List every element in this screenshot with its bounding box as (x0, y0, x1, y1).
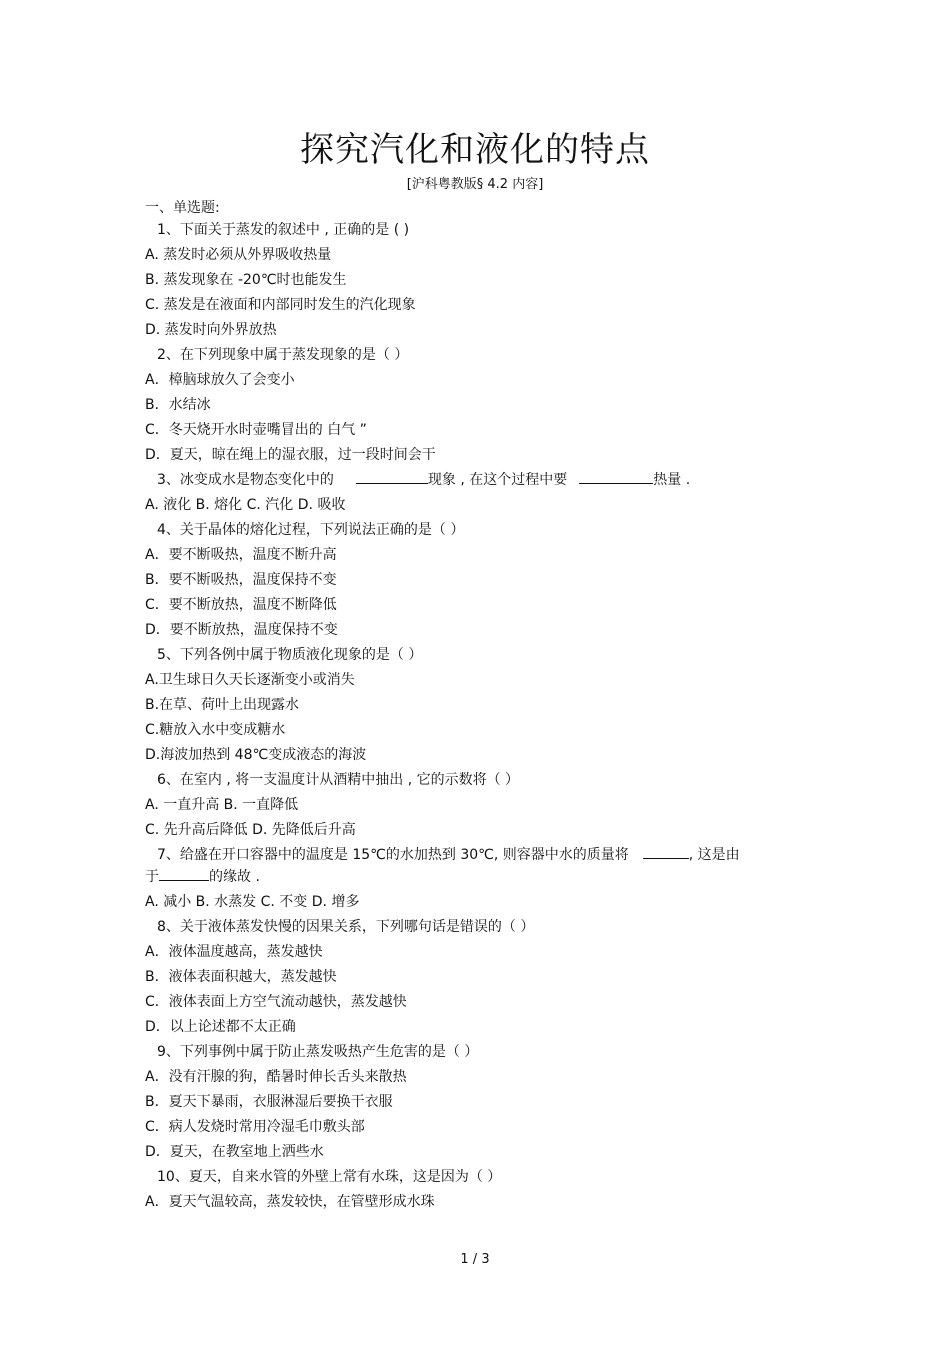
question-2-option-d: D．夏天，晾在绳上的湿衣服，过一段时间会干 (145, 447, 436, 463)
question-10-option-a: A．夏天气温较高，蒸发较快，在管壁形成水珠 (145, 1194, 435, 1210)
question-3-text-2: 现象 , 在这个过程中要 (427, 472, 568, 488)
question-4-option-b: B．要不断吸热，温度保持不变 (145, 572, 337, 588)
question-7-blank-1 (643, 844, 689, 859)
question-1-option-b: B. 蒸发现象在 -20℃时也能发生 (145, 272, 347, 288)
question-4-option-a: A．要不断吸热，温度不断升高 (145, 547, 337, 563)
question-5-option-b: B.在草、荷叶上出现露水 (145, 697, 300, 713)
question-5-option-c: C.糖放入水中变成糖水 (145, 722, 286, 738)
question-2-option-b: B．水结冰 (145, 397, 211, 413)
question-8-option-d: D．以上论述都不太正确 (145, 1019, 296, 1035)
question-9-option-c: C．病人发烧时常用冷湿毛巾敷头部 (145, 1119, 365, 1135)
question-8-option-c: C．液体表面上方空气流动越快，蒸发越快 (145, 994, 407, 1010)
question-2-stem: 2、在下列现象中属于蒸发现象的是（ ） (157, 347, 409, 363)
question-9-option-a: A．没有汗腺的狗，酷暑时伸长舌头来散热 (145, 1069, 407, 1085)
document-title: 探究汽化和液化的特点 (300, 130, 650, 170)
question-9-option-d: D．夏天，在教室地上洒些水 (145, 1144, 324, 1160)
question-7-text-3: 于 (145, 869, 159, 885)
question-4-stem: 4、关于晶体的熔化过程，下列说法正确的是（ ） (157, 522, 465, 538)
question-1-option-a: A. 蒸发时必须从外界吸收热量 (145, 247, 332, 263)
question-1-stem: 1、下面关于蒸发的叙述中 , 正确的是 ( ) (157, 222, 410, 238)
question-3-blank-2 (579, 469, 653, 484)
document-subtitle: [沪科粤教版§ 4.2 内容] (406, 177, 544, 192)
question-7-text-1: 7、给盛在开口容器中的温度是 15℃的水加热到 30℃, 则容器中水的质量将 (157, 847, 629, 863)
question-6-options-ab: A. 一直升高 B. 一直降低 (145, 797, 299, 813)
question-8-option-b: B．液体表面积越大，蒸发越快 (145, 969, 337, 985)
question-9-stem: 9、下列事例中属于防止蒸发吸热产生危害的是（ ） (157, 1044, 479, 1060)
question-6-stem: 6、在室内 , 将一支温度计从酒精中抽出 , 它的示数将（ ） (157, 772, 520, 788)
question-8-option-a: A．液体温度越高，蒸发越快 (145, 944, 323, 960)
question-list (145, 219, 815, 1216)
question-7-blank-2 (159, 866, 209, 881)
question-4-option-c: C．要不断放热，温度不断降低 (145, 597, 337, 613)
page-number: 1 / 3 (460, 1252, 490, 1267)
question-2-option-c: C．冬天烧开水时壶嘴冒出的 白气 ” (145, 422, 367, 438)
question-3-text-1: 3、冰变成水是物态变化中的 (157, 472, 334, 488)
question-7-options: A. 减小 B. 水蒸发 C. 不变 D. 增多 (145, 894, 360, 910)
question-5-option-d: D.海波加热到 48℃变成液态的海波 (145, 747, 367, 763)
question-7-stem (145, 844, 815, 866)
question-5-stem: 5、下列各例中属于物质液化现象的是（ ） (157, 647, 423, 663)
question-2-option-a: A．樟脑球放久了会变小 (145, 372, 295, 388)
question-5-option-a: A.卫生球日久天长逐渐变小或消失 (145, 672, 355, 688)
question-3-options: A. 液化 B. 熔化 C. 汽化 D. 吸收 (145, 497, 346, 513)
question-7-text-2: , 这是由 (688, 847, 740, 863)
question-9-option-b: B．夏天下暴雨，衣服淋湿后要换干衣服 (145, 1094, 393, 1110)
question-10-stem: 10、夏天，自来水管的外壁上常有水珠，这是因为（ ） (157, 1169, 502, 1185)
question-3-text-3: 热量 . (653, 472, 691, 488)
question-4-option-d: D．要不断放热，温度保持不变 (145, 622, 338, 638)
question-3-blank-1 (356, 469, 428, 484)
question-1-option-d: D. 蒸发时向外界放热 (145, 322, 277, 338)
question-8-stem: 8、关于液体蒸发快慢的因果关系，下列哪句话是错误的（ ） (157, 919, 535, 935)
question-1-option-c: C. 蒸发是在液面和内部同时发生的汽化现象 (145, 297, 416, 313)
question-3-stem (145, 469, 815, 494)
section-heading: 一、单选题: (145, 200, 220, 216)
question-6-options-cd: C. 先升高后降低 D. 先降低后升高 (145, 822, 356, 838)
question-7-text-4: 的缘故 . (209, 869, 260, 885)
question-7-stem-cont (145, 866, 815, 891)
